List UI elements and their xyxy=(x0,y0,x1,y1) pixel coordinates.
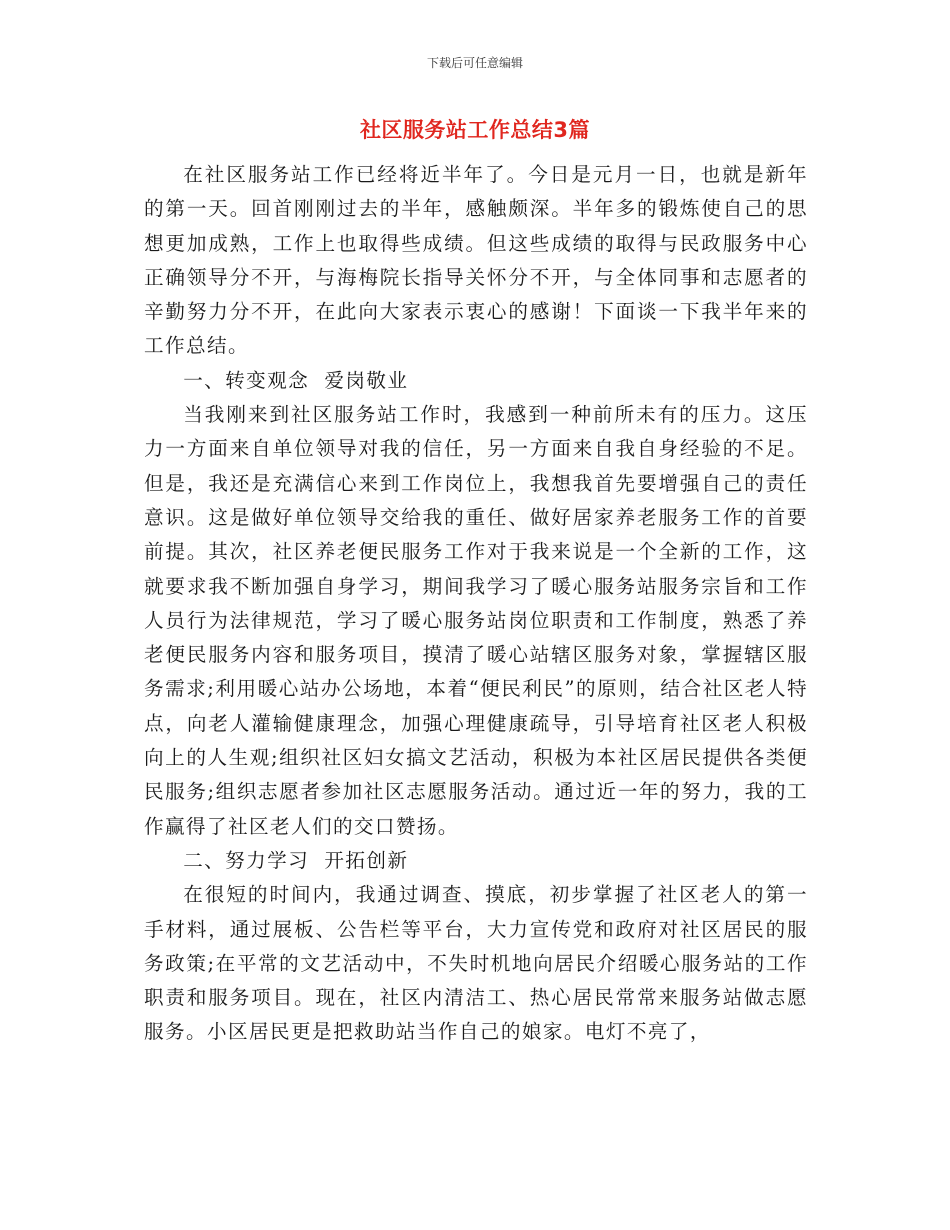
section-heading: 一、转变观念 爱岗敬业 xyxy=(183,368,409,392)
body-paragraph: 在社区服务站工作已经将近半年了。今日是元月一日，也就是新年的第一天。回首刚刚过去的半年，感触颇深。半年多的锻炼使自己的思想更加成熟，工作上也取得些成绩。但这些成绩的取得与民政服务中心正确领导分不开，与海梅院长指导关怀分不开，与全体同事和志愿者的辛勤努力分不开，在此向大家表示衷心的感谢！下面谈一下我半年来的工作总结。 xyxy=(144,163,808,358)
page-header-note: 下载后可任意编辑 xyxy=(426,56,523,70)
document-title: 社区服务站工作总结3篇 xyxy=(359,118,591,142)
document-body xyxy=(144,158,808,1050)
section-heading: 二、努力学习 开拓创新 xyxy=(183,848,409,872)
body-paragraph: 在很短的时间内，我通过调查、摸底，初步掌握了社区老人的第一手材料，通过展板、公告栏等平台，大力宣传党和政府对社区居民的服务政策;在平常的文艺活动中，不失时机地向居民介绍暖心服务站的工作职责和服务项目。现在，社区内清洁工、热心居民常常来服务站做志愿服务。小区居民更是把救助站当作自己的娘家。电灯不亮了， xyxy=(144,883,808,1044)
body-paragraph: 当我刚来到社区服务站工作时，我感到一种前所未有的压力。这压力一方面来自单位领导对我的信任，另一方面来自我自身经验的不足。但是，我还是充满信心来到工作岗位上，我想我首先要增强自己的责任意识。这是做好单位领导交给我的重任、做好居家养老服务工作的首要前提。其次，社区养老便民服务工作对于我来说是一个全新的工作，这就要求我不断加强自身学习，期间我学习了暖心服务站服务宗旨和工作人员行为法律规范，学习了暖心服务站岗位职责和工作制度，熟悉了养老便民服务内容和服务项目，摸清了暖心站辖区服务对象，掌握辖区服务需求;利用暖心站办公场地，本着“便民利民”的原则，结合社区老人特点，向老人灌输健康理念，加强心理健康疏导，引导培育社区老人积极向上的人生观;组织社区妇女搞文艺活动，积极为本社区居民提供各类便民服务;组织志愿者参加社区志愿服务活动。通过近一年的努力，我的工作赢得了社区老人们的交口赞扬。 xyxy=(144,403,808,838)
